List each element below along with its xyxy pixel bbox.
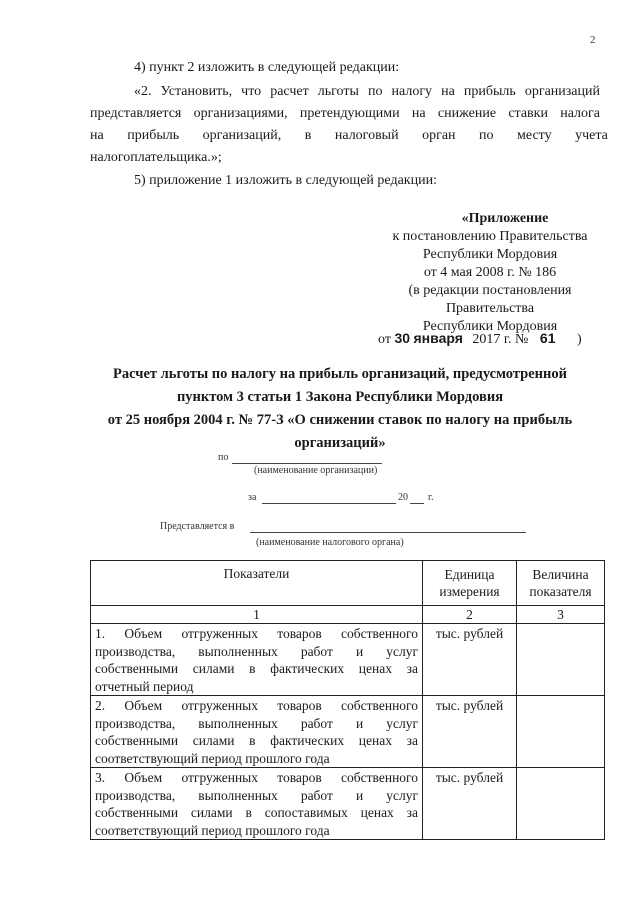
doc-title-line-2: пунктом 3 статьи 1 Закона Республики Мордовия [176, 389, 504, 405]
year-mid: 20 [398, 492, 408, 503]
tax-caption: (наименование налогового органа) [256, 537, 404, 548]
org-caption: (наименование организации) [254, 465, 378, 476]
za-label: за [248, 492, 257, 503]
indicators-table [90, 560, 605, 840]
item-4: 4) пункт 2 изложить в следующей редакции: [134, 60, 400, 75]
appendix-date-year: 2017 г. № [472, 332, 529, 347]
appendix-date-month: января [413, 330, 463, 346]
item-5: 5) приложение 1 изложить в следующей редакции: [134, 173, 437, 188]
appendix-line-2: Республики Мордовия [422, 247, 558, 262]
row-1-indicator: 1. Объем отгруженных товаров собственного производства, выполненных работ и услуг собственными силами в фактических ценах за отчетный период [91, 624, 423, 696]
row-3-unit: тыс. рублей [423, 768, 517, 840]
appendix-date-line [378, 330, 582, 348]
col-number-2: 2 [423, 606, 517, 624]
appendix-title: «Приложение [461, 211, 549, 226]
quote-line-3 [90, 125, 608, 147]
doc-title-line-4: организаций» [294, 435, 386, 451]
appendix-line-1: к постановлению Правительства [392, 229, 588, 244]
col-number-1: 1 [91, 606, 423, 624]
quote-line-2: представляется организациями, претендующими на снижение ставки налога [90, 106, 600, 121]
quote-line-1: «2. Установить, что расчет льготы по налогу на прибыль организаций [134, 84, 600, 99]
submitted-label: Представляется в [160, 521, 235, 532]
row-2-unit: тыс. рублей [423, 696, 517, 768]
appendix-line-3: от 4 мая 2008 г. № 186 [423, 265, 557, 280]
doc-title [90, 363, 590, 455]
appendix-date-close: ) [577, 332, 582, 347]
quote-line-4: налогоплательщика.»; [90, 150, 222, 165]
table-numbers-row [91, 606, 605, 624]
header-unit: Единица измерения [423, 561, 517, 606]
row-1-value[interactable] [517, 624, 605, 696]
row-3-indicator: 3. Объем отгруженных товаров собственного производства, выполненных работ и услуг собственными силами в сопоставимых ценах за соответствующий период прошлого года [91, 768, 423, 840]
table-row [91, 624, 605, 696]
table-row [91, 768, 605, 840]
row-1-unit: тыс. рублей [423, 624, 517, 696]
appendix-date-prefix: от [378, 332, 391, 347]
appendix-date-number: 61 [539, 330, 556, 346]
row-2-value[interactable] [517, 696, 605, 768]
header-value: Величина показателя [517, 561, 605, 606]
col-number-3: 3 [517, 606, 605, 624]
year-suffix: г. [428, 492, 434, 503]
appendix-date-day: 30 [394, 330, 411, 346]
org-name-field[interactable] [232, 463, 382, 464]
appendix-line-5: Правительства [445, 301, 535, 316]
quote-line-3-text: на прибыль организаций, в налоговый орган по месту учета [90, 128, 608, 143]
appendix-line-4: (в редакции постановления [408, 283, 572, 298]
row-3-value[interactable] [517, 768, 605, 840]
header-indicators: Показатели [91, 561, 423, 606]
tax-authority-field[interactable] [250, 532, 526, 533]
table-header-row [91, 561, 605, 606]
doc-title-line-1: Расчет льготы по налогу на прибыль организаций, предусмотренной [113, 366, 567, 382]
row-2-indicator: 2. Объем отгруженных товаров собственного производства, выполненных работ и услуг собственными силами в фактических ценах за соответствующий период прошлого года [91, 696, 423, 768]
doc-title-line-3: от 25 ноября 2004 г. № 77-З «О снижении ставок по налогу на прибыль [107, 412, 573, 428]
page-number: 2 [590, 34, 596, 46]
po-label: по [218, 452, 229, 463]
year-field[interactable] [410, 503, 424, 504]
period-field[interactable] [262, 503, 396, 504]
appendix-block [380, 210, 600, 336]
table-row [91, 696, 605, 768]
appendix-line-6: Республики Мордовия [422, 319, 558, 334]
